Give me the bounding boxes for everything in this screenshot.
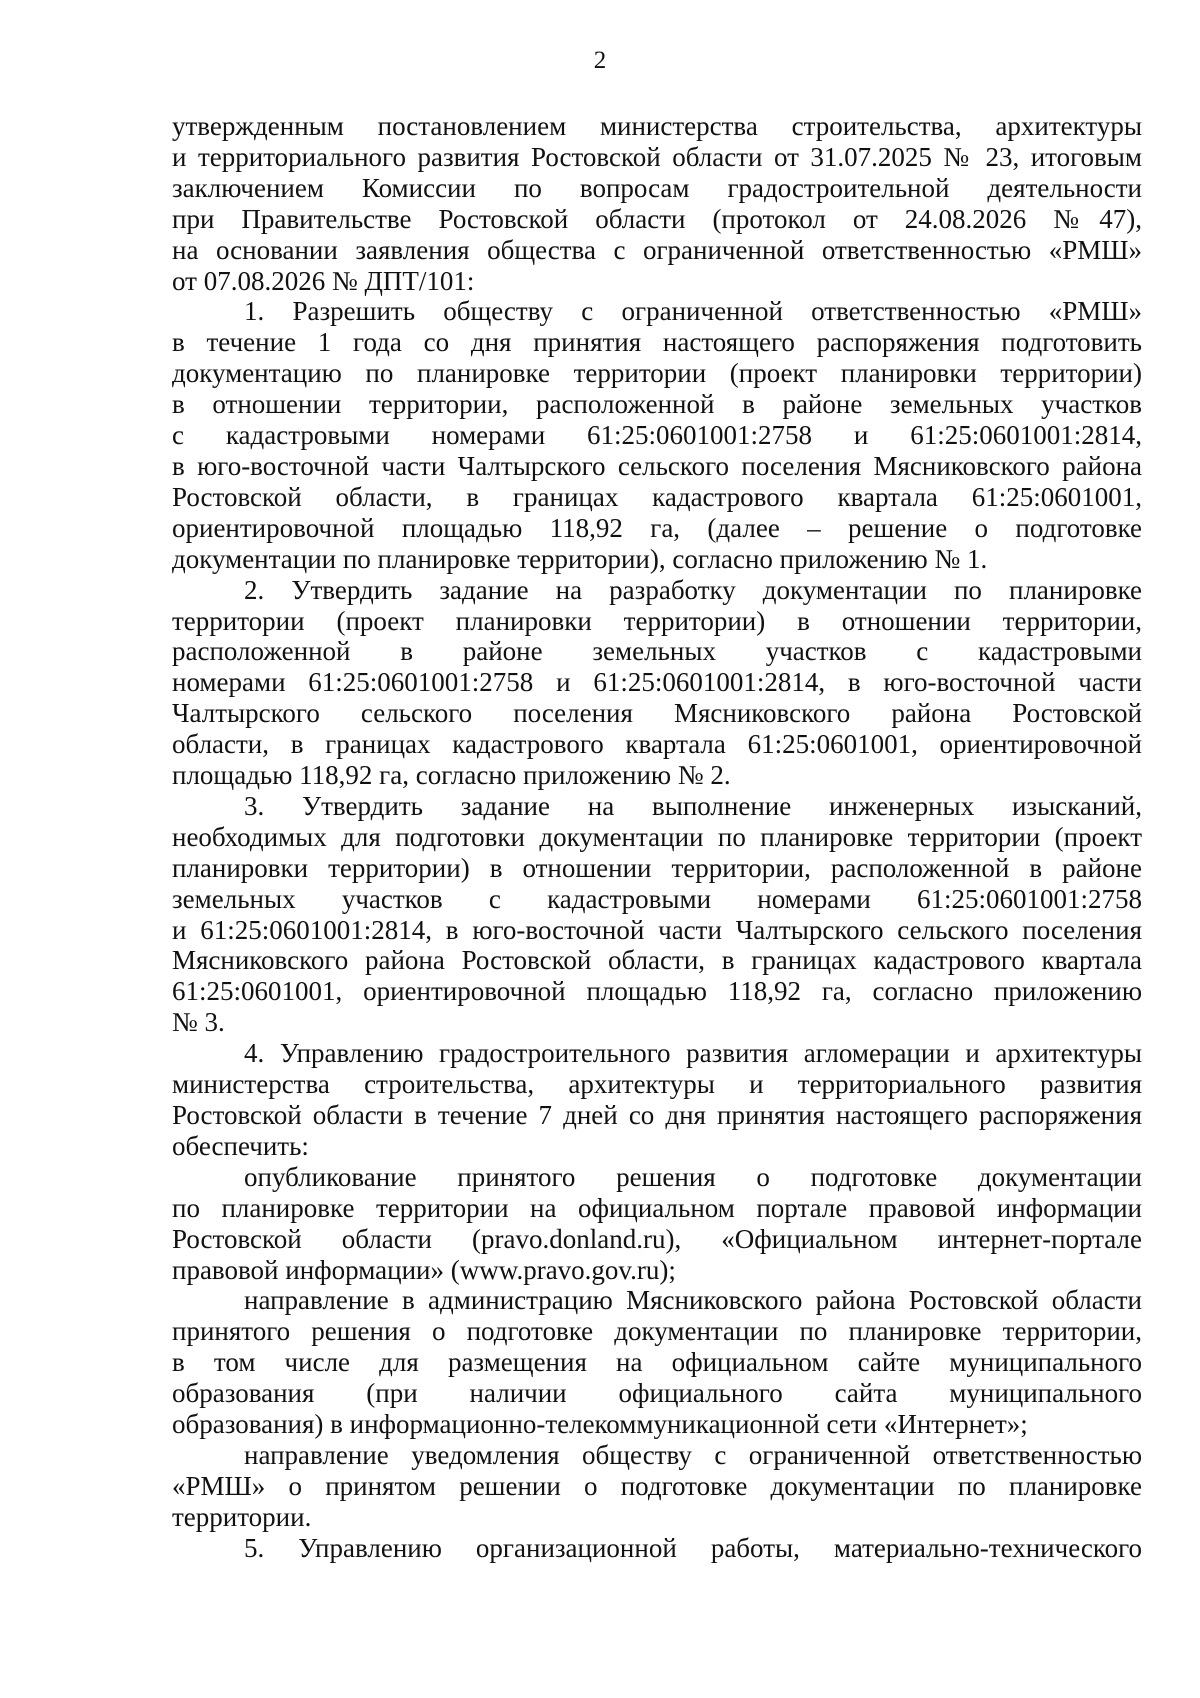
text-line: ориентировочной площадью 118,92 га, (далее – решение о подготовке xyxy=(172,512,1142,543)
text-line: необходимых для подготовки документации по планировке территории (проект xyxy=(172,821,1142,852)
text-line: в том числе для размещения на официальном сайте муниципального xyxy=(172,1347,1142,1378)
text-line: документации по планировке территории), согласно приложению № 1. xyxy=(172,543,988,574)
text-line: с кадастровыми номерами 61:25:0601001:2758 и 61:25:0601001:2814, xyxy=(172,420,1142,451)
text-line: Ростовской области (pravo.donland.ru), «Официальном интернет-портале xyxy=(172,1223,1142,1254)
text-line: в течение 1 года со дня принятия настоящего распоряжения подготовить xyxy=(172,327,1142,358)
text-line: № 3. xyxy=(172,1007,225,1038)
text-line: расположенной в районе земельных участков с кадастровыми xyxy=(172,636,1142,667)
text-line: направление уведомления обществу с ограниченной ответственностью xyxy=(244,1439,1142,1470)
text-line: образования) в информационно-телекоммуникационной сети «Интернет»; xyxy=(172,1409,1028,1440)
text-line: Чалтырского сельского поселения Мясниковского района Ростовской xyxy=(172,698,1142,729)
text-line: 61:25:0601001, ориентировочной площадью 118,92 га, согласно приложению xyxy=(172,976,1142,1007)
text-line: заключением Комиссии по вопросам градостроительной деятельности xyxy=(172,172,1142,203)
text-line: Ростовской области, в границах кадастрового квартала 61:25:0601001, xyxy=(172,481,1142,512)
text-line: и территориального развития Ростовской области от 31.07.2025 № 23, итоговым xyxy=(172,141,1142,172)
text-line: от 07.08.2026 № ДПТ/101: xyxy=(172,265,475,296)
text-line: области, в границах кадастрового квартала 61:25:0601001, ориентировочной xyxy=(172,729,1142,760)
text-line: направление в администрацию Мясниковского района Ростовской области xyxy=(244,1285,1142,1316)
text-line: в юго-восточной части Чалтырского сельского поселения Мясниковского района xyxy=(172,450,1142,481)
text-line: обеспечить: xyxy=(172,1130,309,1161)
text-line: территории. xyxy=(172,1501,312,1532)
text-line: 3. Утвердить задание на выполнение инженерных изысканий, xyxy=(244,790,1142,821)
text-line: площадью 118,92 га, согласно приложению № 2. xyxy=(172,760,731,791)
text-line: Ростовской области в течение 7 дней со дня принятия настоящего распоряжения xyxy=(172,1100,1142,1130)
text-line: 4. Управлению градостроительного развития агломерации и архитектуры xyxy=(244,1038,1142,1069)
text-line: правовой информации» (www.pravo.gov.ru); xyxy=(172,1254,676,1285)
text-line: при Правительстве Ростовской области (протокол от 24.08.2026 №47), xyxy=(172,203,1142,234)
text-line: принятого решения о подготовке документации по планировке территории, xyxy=(172,1316,1142,1347)
text-line: 1. Разрешить обществу с ограниченной ответственностью «РМШ» xyxy=(244,296,1142,327)
text-line: территории (проект планировки территории) в отношении территории, xyxy=(172,605,1142,636)
page-number: 2 xyxy=(593,47,607,74)
text-line: по планировке территории на официальном портале правовой информации xyxy=(172,1192,1142,1223)
text-line: министерства строительства, архитектуры и территориального развития xyxy=(172,1069,1142,1100)
text-line: на основании заявления общества с ограниченной ответственностью «РМШ» xyxy=(172,234,1142,265)
text-line: «РМШ» о принятом решении о подготовке документации по планировке xyxy=(172,1470,1142,1501)
text-line: опубликование принятого решения о подготовке документации xyxy=(244,1161,1142,1192)
text-line: и 61:25:0601001:2814, в юго-восточной части Чалтырского сельского поселения xyxy=(172,914,1142,945)
text-line: 2. Утвердить задание на разработку документации по планировке xyxy=(244,574,1142,605)
text-line: документацию по планировке территории (проект планировки территории) xyxy=(172,358,1142,389)
text-line: утвержденным постановлением министерства строительства, архитектуры xyxy=(172,111,1142,141)
text-line: 5. Управлению организационной работы, материально-технического xyxy=(244,1532,1142,1563)
text-line: планировки территории) в отношении территории, расположенной в районе xyxy=(172,852,1142,883)
text-line: Мясниковского района Ростовской области, в границах кадастрового квартала xyxy=(172,945,1142,976)
text-line: земельных участков с кадастровыми номерами 61:25:0601001:2758 xyxy=(172,883,1142,914)
text-line: в отношении территории, расположенной в районе земельных участков xyxy=(172,389,1142,420)
text-line: образования (при наличии официального сайта муниципального xyxy=(172,1378,1142,1409)
document-body xyxy=(172,111,1142,1564)
text-line: номерами 61:25:0601001:2758 и 61:25:0601001:2814, в юго-восточной части xyxy=(172,667,1142,698)
